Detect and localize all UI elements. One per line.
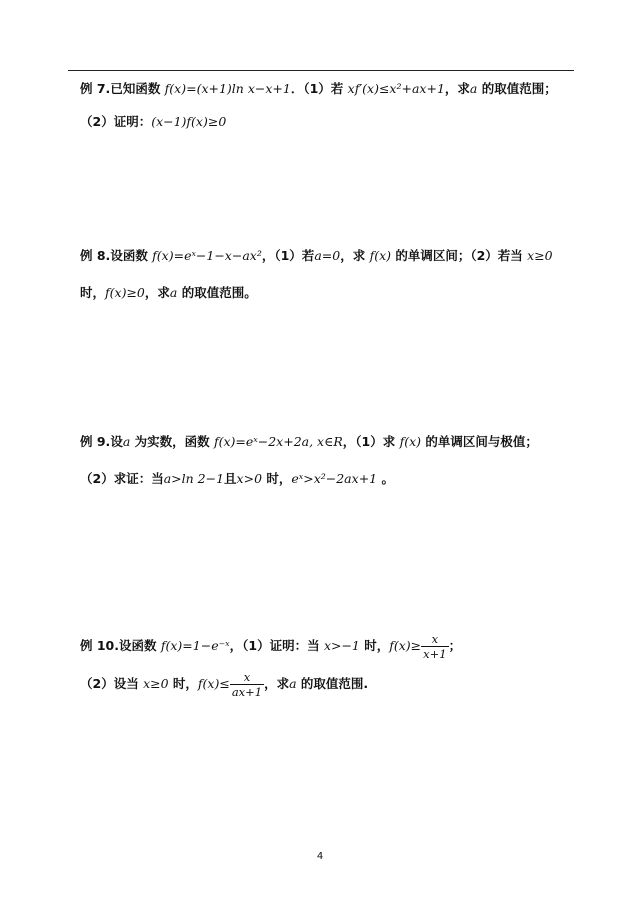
- example-9-line-1: [80, 433, 538, 451]
- math: xf′(x)≤x²+ax+1: [347, 81, 445, 96]
- text: ．（1）若: [290, 81, 348, 96]
- math: f(x)=(x+1)ln x−x+1: [164, 81, 291, 96]
- example-7-line-1: [80, 80, 557, 98]
- math: (x−1)f(x)≥0: [151, 114, 227, 129]
- text: 设函数: [110, 248, 153, 263]
- math: f(x)≥: [389, 638, 422, 653]
- text: 且: [224, 471, 237, 486]
- math: f(x)=eˣ−2x+2a, x∈R: [214, 434, 343, 449]
- math: f(x): [399, 434, 422, 449]
- text: ，（1）若: [261, 248, 315, 263]
- text: 的取值范围；: [477, 81, 557, 96]
- math: a=0: [314, 248, 341, 263]
- example-7-line-2: [80, 113, 226, 131]
- fraction: [421, 632, 448, 661]
- text: ，（1）求: [342, 434, 400, 449]
- math: a: [469, 81, 478, 96]
- fraction-denominator: ax+1: [231, 685, 263, 699]
- text: 的单调区间与极值；: [421, 434, 538, 449]
- math: x≥0: [143, 676, 169, 691]
- example-label: 例 7.: [80, 81, 111, 96]
- text: （2）设当: [80, 676, 144, 691]
- text: ，求: [144, 285, 170, 300]
- text: 时，: [359, 638, 390, 653]
- page-number: 4: [316, 851, 324, 862]
- math: f(x)≤: [197, 676, 230, 691]
- header-rule: [68, 70, 574, 71]
- example-label: 例 9.: [80, 434, 111, 449]
- text: ，求: [444, 81, 470, 96]
- math: f(x)=eˣ−1−x−ax²: [152, 248, 262, 263]
- math: x>0: [236, 471, 263, 486]
- math: f(x): [369, 248, 391, 263]
- math: a: [122, 434, 131, 449]
- math: x≥0: [527, 248, 553, 263]
- text: ；: [448, 638, 462, 653]
- text: 的单调区间；（2）若当: [391, 248, 528, 263]
- text: 的取值范围.: [296, 676, 369, 691]
- text: 时，: [80, 285, 106, 300]
- fraction-numerator: x: [431, 632, 439, 646]
- text: ，求: [264, 676, 290, 691]
- fraction-denominator: x+1: [423, 647, 447, 661]
- text: 的取值范围。: [177, 285, 257, 300]
- math: a>ln 2−1: [163, 471, 225, 486]
- example-8-line-1: [80, 247, 553, 265]
- text: ，求: [340, 248, 370, 263]
- example-label: 例 8.: [80, 248, 111, 263]
- text: （2）证明：: [80, 114, 152, 129]
- example-10-line-1: [80, 632, 461, 661]
- text: 设函数: [119, 638, 161, 653]
- fraction-numerator: x: [243, 670, 251, 684]
- math: x>−1: [323, 638, 360, 653]
- example-9-line-2: [80, 470, 394, 488]
- math: a: [289, 676, 297, 691]
- math: f(x)≥0: [105, 285, 145, 300]
- math: a: [169, 285, 178, 300]
- example-label: 例 10.: [80, 638, 119, 653]
- text: 为实数，函数: [130, 434, 214, 449]
- text: 。: [377, 471, 394, 486]
- text: 时，: [168, 676, 198, 691]
- text: 已知函数: [110, 81, 165, 96]
- text: （2）求证：当: [80, 471, 164, 486]
- example-10-line-2: [80, 670, 368, 699]
- math: f(x)=1−e⁻ˣ: [160, 638, 230, 653]
- text: 时，: [262, 471, 292, 486]
- text: ，（1）证明：当: [229, 638, 324, 653]
- example-8-line-2: [80, 284, 257, 302]
- fraction: [230, 670, 264, 699]
- text: 设: [110, 434, 123, 449]
- math: eˣ>x²−2ax+1: [291, 471, 378, 486]
